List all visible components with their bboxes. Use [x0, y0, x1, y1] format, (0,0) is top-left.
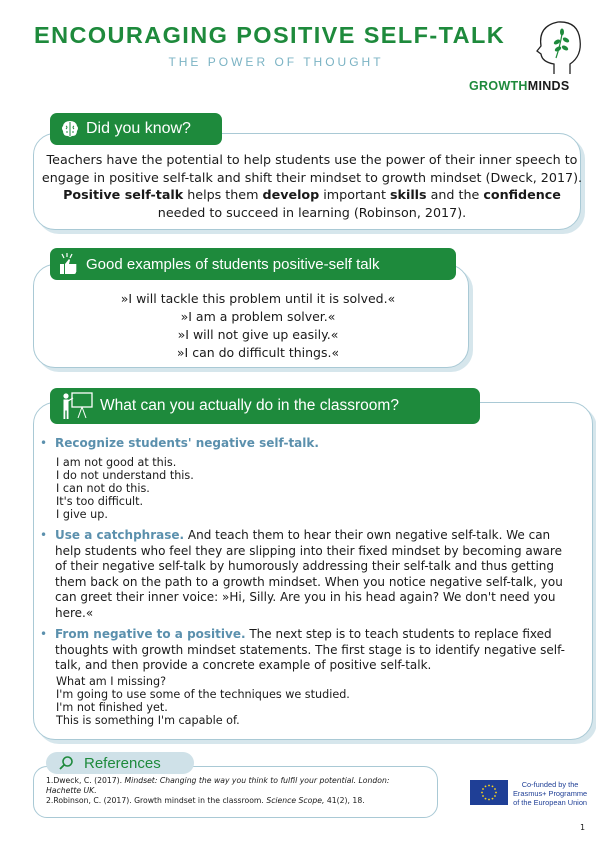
references-heading [46, 752, 194, 774]
examples-label: Good examples of students positive-self talk [86, 255, 380, 273]
thumbs-up-icon [58, 252, 80, 276]
page-number: 1 [580, 823, 586, 832]
list-item: I can not do this. [56, 481, 150, 495]
item3-lead: From negative to a positive. [55, 627, 246, 641]
logo-growth: GROWTH [469, 79, 528, 93]
classroom-label: What can you actually do in the classroom? [100, 397, 399, 414]
reference-1: 1.Dweck, C. (2017). Mindset: Changing the way you think to fulfil your potential. London: [46, 776, 390, 785]
bullet: • [40, 528, 48, 542]
quote-3: »I will not give up easily.« [177, 327, 339, 342]
references-label: References [84, 754, 161, 772]
did-you-know-text: Teachers have the potential to help students use the power of their inner speech to engage in positive self-talk and shift their mindset to growth mindset (Dweck, 2017). Positive self-talk helps them develop important skills and the confidence needed to succeed in learning (Robinson, 2017). [41, 152, 583, 220]
classroom-item-1 [40, 436, 575, 452]
bullet: • [40, 627, 48, 641]
head-with-leaves-icon [532, 18, 586, 76]
list-item: I'm going to use some of the techniques we studied. [56, 687, 350, 701]
list-item: I do not understand this. [56, 468, 194, 482]
bullet: • [40, 436, 48, 450]
list-item: It's too difficult. [56, 494, 144, 508]
classroom-heading [50, 388, 480, 424]
quote-4: »I can do difficult things.« [176, 345, 340, 360]
page-title: ENCOURAGING POSITIVE SELF-TALK [34, 22, 506, 48]
examples-heading [50, 248, 456, 280]
positive-self-talk-list [56, 676, 350, 728]
item2-text: And teach them to hear their own negative self-talk. We can help students who feel they are slipping into their fixed mindset by becoming aware of their negative self-talk by humorously addressing their self-talk and thus getting them back on the path to a growth mindset. When you notice negative self-talk, you can greet their inner voice: »Hi, Silly. Are you in his head again? We don't need you here.« [55, 528, 563, 620]
list-item: This is something I'm capable of. [56, 713, 240, 727]
classroom-item-2 [40, 528, 575, 621]
references-list [46, 776, 428, 806]
did-you-know-heading [50, 113, 222, 145]
teacher-board-icon [60, 390, 94, 422]
list-item: What am I missing? [56, 675, 167, 688]
reference-1-cont: Hachette UK. [46, 786, 97, 795]
examples-quotes [40, 290, 476, 362]
quote-2: »I am a problem solver.« [180, 309, 336, 324]
quote-1: »I will tackle this problem until it is solved.« [120, 291, 396, 306]
list-item: I give up. [56, 507, 108, 521]
search-icon [58, 755, 74, 771]
brain-icon [60, 119, 80, 139]
page-subtitle: THE POWER OF THOUGHT [168, 55, 384, 69]
item2-lead: Use a catchphrase. [55, 528, 185, 542]
list-item: I am not good at this. [56, 456, 177, 469]
logo-minds: MINDS [527, 79, 570, 93]
list-item: I'm not finished yet. [56, 700, 168, 714]
classroom-item-3 [40, 627, 575, 674]
did-you-know-label: Did you know? [86, 120, 191, 137]
negative-self-talk-list [56, 457, 194, 522]
eu-funding-text: Co-funded by the Erasmus+ Programme of the European Union [513, 780, 588, 808]
growthminds-logo [469, 79, 570, 93]
item3-text: The next step is to teach students to replace fixed thoughts with growth mindset statements. The first stage is to identify negative self-talk, and then provide a concrete example of positive self-talk. [55, 627, 566, 672]
item1-lead: Recognize students' negative self-talk. [55, 436, 319, 450]
reference-2: 2.Robinson, C. (2017). Growth mindset in the classroom. Science Scope, 41(2), 18. [46, 796, 365, 805]
eu-flag-icon [470, 780, 508, 805]
